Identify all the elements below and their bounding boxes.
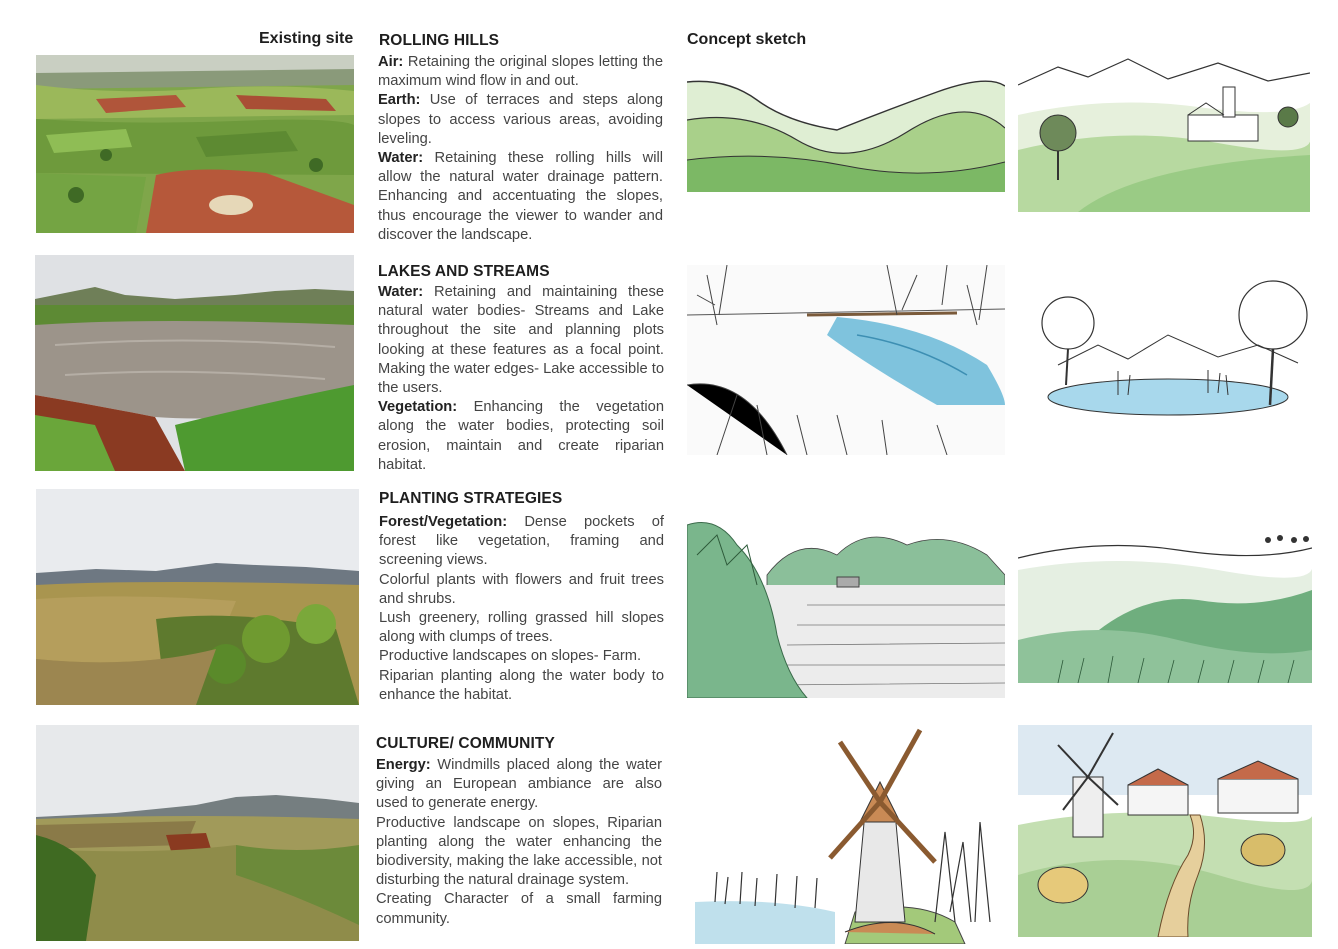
paragraph-text: Lush greenery, rolling grassed hill slopes along with clumps of trees. [379,610,664,646]
culture-community-sketch-2 [1018,725,1312,937]
paragraph-text: Use of terraces and steps along slopes to access various areas, avoiding leveling. [378,92,663,147]
existing-site-header: Existing site [259,30,354,47]
paragraph-text: Windmills placed along the water giving an European ambiance are also used to generate energy. [376,757,662,812]
paragraph [379,513,664,571]
paragraph-label: Forest/Vegetation: [379,514,508,530]
paragraph-label: Vegetation: [378,399,458,416]
section-title-planting-strategies: PLANTING STRATEGIES [379,490,563,507]
paragraph-text: Retaining and maintaining these natural water bodies- Streams and Lake throughout the site and planning plots looking at these features as a focal point. Making the water edges- Lake accessible to the users. [378,284,664,397]
paragraph-text: Colorful plants with flowers and fruit trees and shrubs. [379,571,664,607]
paragraph [379,647,664,666]
paragraph-text: Dense pockets of forest like vegetation, framing and screening views. [379,514,664,569]
planting-strategies-sketch-1 [687,515,1005,698]
paragraph [376,814,662,891]
paragraph-label: Energy: [376,757,431,773]
planting-strategies-sketch-2 [1018,530,1312,683]
paragraph-label: Earth: [378,92,421,109]
paragraph-text: Retaining the original slopes letting the maximum wind flow in and out. [378,54,663,90]
planting-strategies-description [379,513,664,705]
concept-sketch-header: Concept sketch [687,31,807,48]
culture-community-description [376,756,662,929]
lakes-streams-site-photo [35,255,354,471]
rolling-hills-sketch-2 [1018,55,1310,212]
paragraph [378,283,664,398]
lakes-streams-sketch-1 [687,265,1005,455]
paragraph-text: Productive landscapes on slopes- Farm. [379,648,642,665]
culture-community-sketch-1 [695,722,995,944]
paragraph [379,609,664,647]
section-title-rolling-hills: ROLLING HILLS [379,32,500,49]
rolling-hills-sketch-1 [687,70,1005,192]
culture-community-site-photo [36,725,359,941]
paragraph-text: Creating Character of a small farming community. [376,891,662,927]
paragraph-text: Productive landscape on slopes, Riparian planting along the water enhancing the biodiversity, making the lake accessible, not disturbing the natural drainage system. [376,814,662,889]
paragraph-label: Air: [378,54,404,70]
paragraph-text: Enhancing the vegetation along the water bodies, protecting soil erosion, maintain and create riparian habitat. [378,399,664,473]
paragraph [376,756,662,814]
paragraph [379,571,664,609]
paragraph [378,91,663,149]
paragraph [376,890,662,928]
paragraph-text: Riparian planting along the water body to enhance the habitat. [379,667,664,703]
paragraph [379,667,664,705]
section-title-culture-community: CULTURE/ COMMUNITY [376,735,555,752]
paragraph [378,53,663,91]
paragraph [378,149,663,245]
rolling-hills-description [378,53,663,245]
section-title-lakes-streams: LAKES AND STREAMS [378,263,550,280]
lakes-streams-description [378,283,664,475]
paragraph [378,398,664,475]
rolling-hills-site-photo [36,55,354,233]
paragraph-text: Retaining these rolling hills will allow the natural water drainage pattern. Enhancing and accentuating the slopes, thus encourage the viewer to wander and discover the landscape. [378,150,663,243]
lakes-streams-sketch-2 [1018,275,1323,437]
paragraph-label: Water: [378,284,424,300]
planting-strategies-site-photo [36,489,359,705]
paragraph-label: Water: [378,150,424,167]
